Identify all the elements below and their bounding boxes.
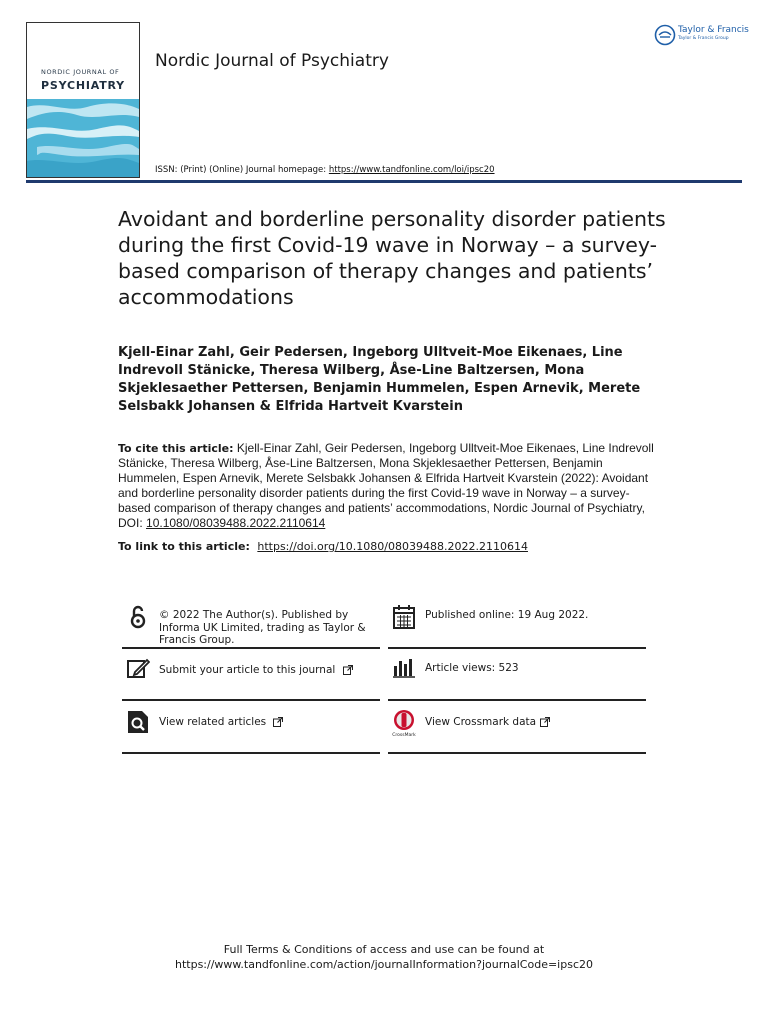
header-divider xyxy=(26,180,742,183)
related-articles-text xyxy=(159,716,383,729)
article-link-row xyxy=(118,540,658,553)
crossmark-logo-text: CrossMark xyxy=(392,733,416,737)
issn-label: ISSN: (Print) (Online) Journal homepage: xyxy=(155,165,327,175)
divider-row2-left xyxy=(122,699,380,701)
issn-line xyxy=(155,165,495,175)
citation-label: To cite this article: xyxy=(118,442,234,455)
article-authors: Kjell-Einar Zahl, Geir Pedersen, Ingeborg Ulltveit-Moe Eikenaes, Line Indrevoll Stänicke, Theresa Wilberg, Åse-Line Baltzersen, Mona Skjeklesaether Pettersen, Benjamin Hummelen, Espen Arnevik, Merete Selsbakk Johansen & Elfrida Hartveit Kvarstein xyxy=(118,345,641,414)
article-doi-url[interactable]: https://doi.org/10.1080/08039488.2022.2110614 xyxy=(257,540,528,553)
crossmark-icon xyxy=(392,709,416,737)
calendar-icon xyxy=(392,604,416,630)
submit-article-text xyxy=(159,664,383,677)
open-access-icon xyxy=(126,604,150,630)
link-label: To link to this article: xyxy=(118,540,250,553)
divider-row3-right xyxy=(388,752,646,754)
divider-row2-right xyxy=(388,699,646,701)
citation-text: Kjell-Einar Zahl, Geir Pedersen, Ingeborg Ulltveit-Moe Eikenaes, Line Indrevoll Stänicke, Theresa Wilberg, Åse-Line Baltzersen, Mona Skjeklesaether Pettersen, Benjamin Hummelen, Espen Arnevik, Merete Selsbakk Johansen & Elfrida Hartveit Kvarstein (2022): Avoidant and borderline personality disorder patients during the first Covid-19 wave in Norway – a survey-based comparison of therapy changes and patients’ accommodations, Nordic Journal of Psychiatry, DOI: xyxy=(118,441,654,530)
journal-cover xyxy=(26,22,140,178)
edit-icon xyxy=(126,656,150,682)
terms-url[interactable]: https://www.tandfonline.com/action/journalInformation?journalCode=ipsc20 xyxy=(174,958,594,971)
terms-footer xyxy=(0,942,768,972)
external-link-icon xyxy=(273,717,283,727)
cover-journal-line: NORDIC JOURNAL OF xyxy=(41,68,120,76)
journal-homepage-link[interactable]: https://www.tandfonline.com/loi/ipsc20 xyxy=(328,165,495,175)
external-link-icon xyxy=(343,665,353,675)
cover-journal-main: PSYCHIATRY xyxy=(41,79,125,92)
divider-row1-left xyxy=(122,647,380,649)
crossmark-label: View Crossmark data xyxy=(425,716,537,728)
publisher-logo[interactable] xyxy=(652,22,749,48)
article-views: Article views: 523 xyxy=(425,662,519,674)
divider-row3-left xyxy=(122,752,380,754)
external-link-icon xyxy=(540,717,550,727)
taylor-francis-icon xyxy=(654,24,676,46)
cover-top xyxy=(27,23,139,73)
divider-row1-right xyxy=(388,647,646,649)
terms-line-1: Full Terms & Conditions of access and use can be found at xyxy=(223,943,545,956)
publisher-group: Taylor & Francis Group xyxy=(678,36,729,41)
submit-article-label: Submit your article to this journal xyxy=(159,664,336,676)
cover-water-art xyxy=(27,99,139,177)
article-title: Avoidant and borderline personality disorder patients during the first Covid-19 wave in Norway – a survey-based comparison of therapy changes and patients’ accommodations xyxy=(118,207,666,309)
citation-doi-link[interactable]: 10.1080/08039488.2022.2110614 xyxy=(146,516,326,530)
related-search-icon xyxy=(126,709,150,735)
related-articles-label: View related articles xyxy=(159,716,267,728)
crossmark-text xyxy=(425,716,649,729)
journal-title: Nordic Journal of Psychiatry xyxy=(155,51,389,71)
citation-block xyxy=(118,441,658,531)
publisher-name: Taylor & Francis xyxy=(678,25,749,35)
bar-chart-icon xyxy=(392,656,416,682)
license-text: © 2022 The Author(s). Published by Informa UK Limited, trading as Taylor & Francis Group. xyxy=(159,609,366,646)
published-date: Published online: 19 Aug 2022. xyxy=(425,609,589,621)
